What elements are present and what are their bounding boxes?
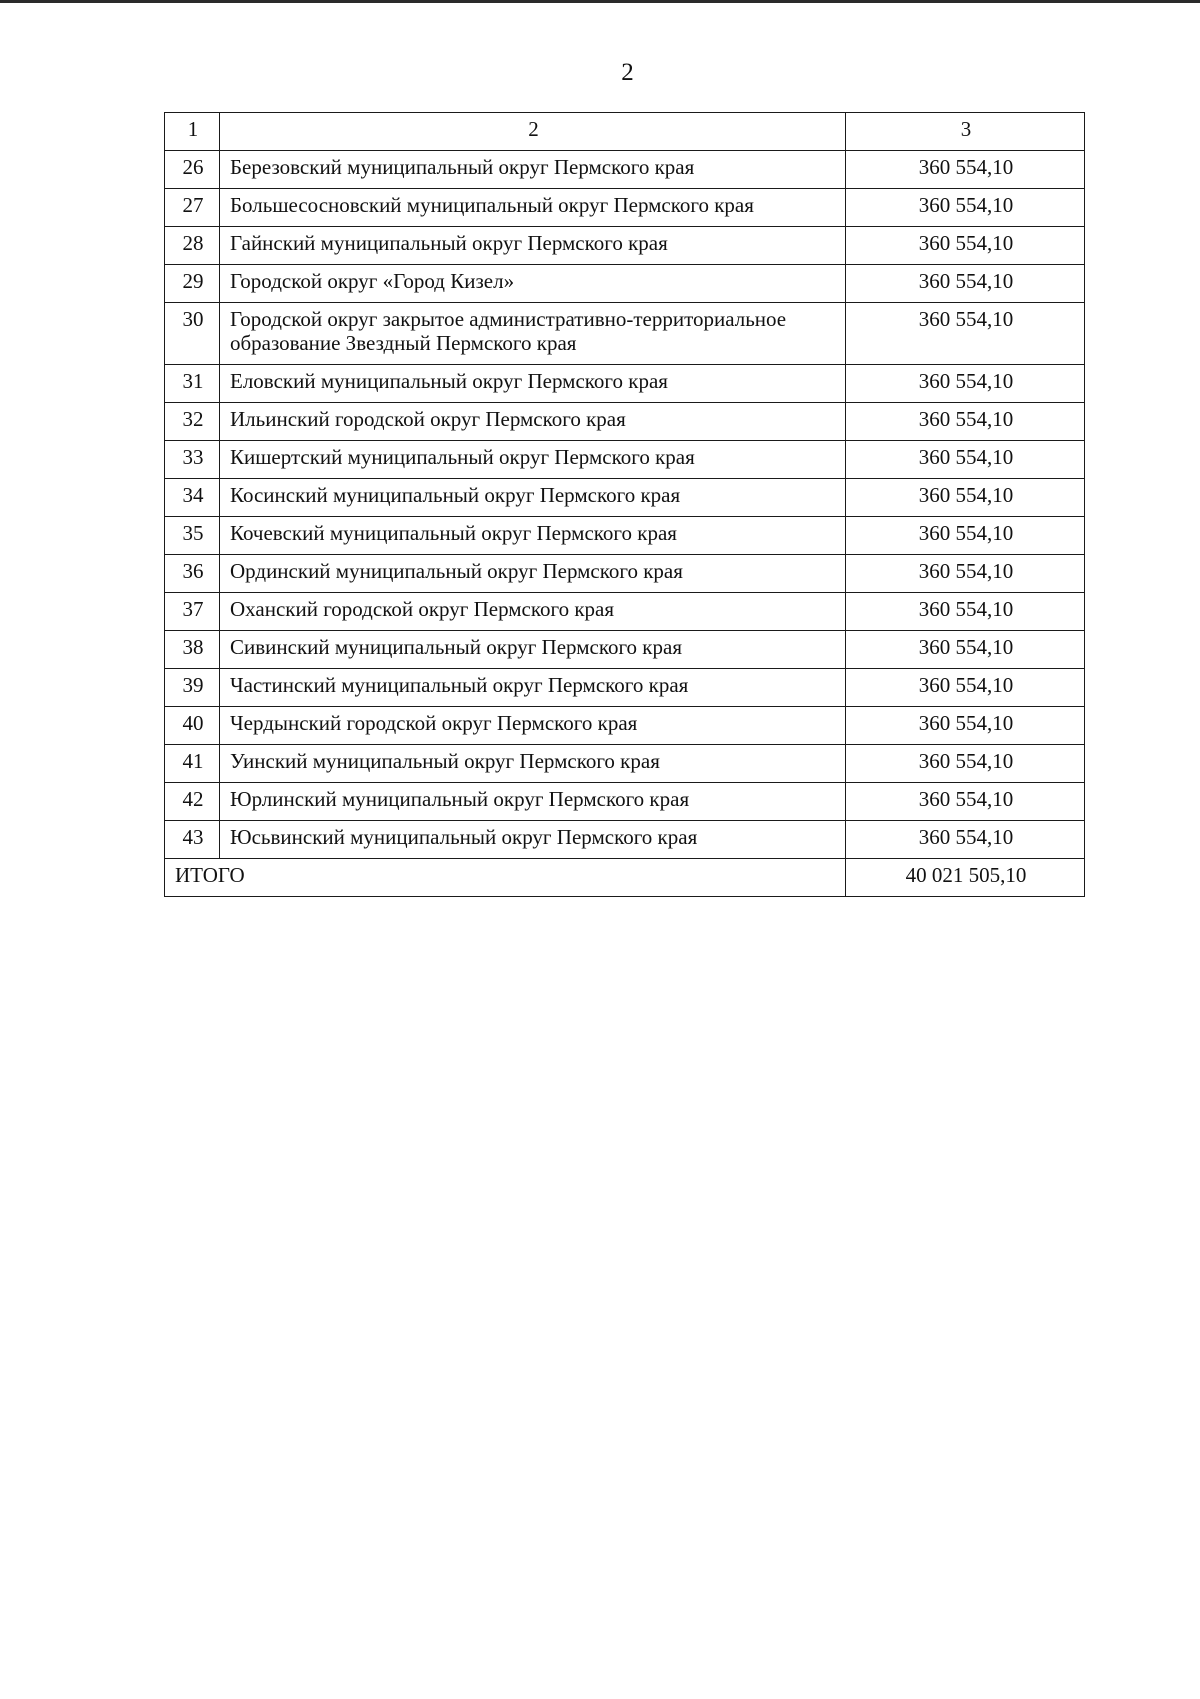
allocation-amount: 360 554,10 (846, 517, 1085, 555)
allocation-amount: 360 554,10 (846, 265, 1085, 303)
table-row (165, 479, 1085, 517)
row-number: 28 (165, 227, 220, 265)
row-number: 29 (165, 265, 220, 303)
column-amount-header: 3 (846, 113, 1085, 151)
municipality-name: Юсьвинский муниципальный округ Пермского края (220, 821, 846, 859)
table-body (165, 113, 1085, 897)
row-number: 35 (165, 517, 220, 555)
allocation-amount: 360 554,10 (846, 479, 1085, 517)
municipality-name: Сивинский муниципальный округ Пермского края (220, 631, 846, 669)
allocation-amount: 360 554,10 (846, 631, 1085, 669)
municipality-name: Большесосновский муниципальный округ Пермского края (220, 189, 846, 227)
row-number: 36 (165, 555, 220, 593)
row-number: 34 (165, 479, 220, 517)
municipality-name: Юрлинский муниципальный округ Пермского края (220, 783, 846, 821)
row-number: 33 (165, 441, 220, 479)
allocation-amount: 360 554,10 (846, 189, 1085, 227)
municipality-name: Ординский муниципальный округ Пермского края (220, 555, 846, 593)
row-number: 41 (165, 745, 220, 783)
row-number: 26 (165, 151, 220, 189)
municipality-name: Уинский муниципальный округ Пермского края (220, 745, 846, 783)
municipality-name: Косинский муниципальный округ Пермского края (220, 479, 846, 517)
row-number: 32 (165, 403, 220, 441)
municipality-name: Оханский городской округ Пермского края (220, 593, 846, 631)
row-number: 31 (165, 365, 220, 403)
allocation-amount: 360 554,10 (846, 365, 1085, 403)
municipality-name: Частинский муниципальный округ Пермского края (220, 669, 846, 707)
row-number: 39 (165, 669, 220, 707)
municipality-name: Городской округ закрытое административно-территориальное образование Звездный Пермского края (220, 303, 846, 365)
allocation-table (164, 112, 1085, 897)
allocation-amount: 360 554,10 (846, 555, 1085, 593)
municipality-name: Еловский муниципальный округ Пермского края (220, 365, 846, 403)
page-number: 2 (621, 59, 634, 86)
table-row (165, 669, 1085, 707)
table-row (165, 403, 1085, 441)
municipality-name: Гайнский муниципальный округ Пермского края (220, 227, 846, 265)
row-number: 37 (165, 593, 220, 631)
allocation-amount: 360 554,10 (846, 783, 1085, 821)
table-row (165, 227, 1085, 265)
table-row (165, 303, 1085, 365)
column-name-header: 2 (220, 113, 846, 151)
table-row (165, 189, 1085, 227)
municipality-name: Березовский муниципальный округ Пермского края (220, 151, 846, 189)
municipality-name: Ильинский городской округ Пермского края (220, 403, 846, 441)
municipality-name: Кишертский муниципальный округ Пермского края (220, 441, 846, 479)
municipality-name: Городской округ «Город Кизел» (220, 265, 846, 303)
table-row (165, 707, 1085, 745)
row-number: 42 (165, 783, 220, 821)
allocation-amount: 360 554,10 (846, 403, 1085, 441)
allocation-amount: 360 554,10 (846, 227, 1085, 265)
allocation-amount: 360 554,10 (846, 745, 1085, 783)
total-amount: 40 021 505,10 (846, 859, 1085, 897)
allocation-amount: 360 554,10 (846, 669, 1085, 707)
table-row (165, 745, 1085, 783)
column-number-header: 1 (165, 113, 220, 151)
table-row (165, 365, 1085, 403)
scan-top-edge (0, 0, 1200, 3)
row-number: 43 (165, 821, 220, 859)
allocation-amount: 360 554,10 (846, 593, 1085, 631)
total-label: ИТОГО (165, 859, 846, 897)
table-row (165, 517, 1085, 555)
table-row (165, 783, 1085, 821)
table-row (165, 441, 1085, 479)
allocation-amount: 360 554,10 (846, 303, 1085, 365)
allocation-amount: 360 554,10 (846, 707, 1085, 745)
table-row (165, 593, 1085, 631)
allocation-amount: 360 554,10 (846, 821, 1085, 859)
table-header-row (165, 113, 1085, 151)
row-number: 30 (165, 303, 220, 365)
table-row (165, 821, 1085, 859)
table-row (165, 265, 1085, 303)
allocation-amount: 360 554,10 (846, 441, 1085, 479)
table-row (165, 631, 1085, 669)
municipality-name: Чердынский городской округ Пермского края (220, 707, 846, 745)
row-number: 40 (165, 707, 220, 745)
row-number: 38 (165, 631, 220, 669)
table-row (165, 555, 1085, 593)
municipality-name: Кочевский муниципальный округ Пермского края (220, 517, 846, 555)
total-row (165, 859, 1085, 897)
row-number: 27 (165, 189, 220, 227)
allocation-amount: 360 554,10 (846, 151, 1085, 189)
table-row (165, 151, 1085, 189)
